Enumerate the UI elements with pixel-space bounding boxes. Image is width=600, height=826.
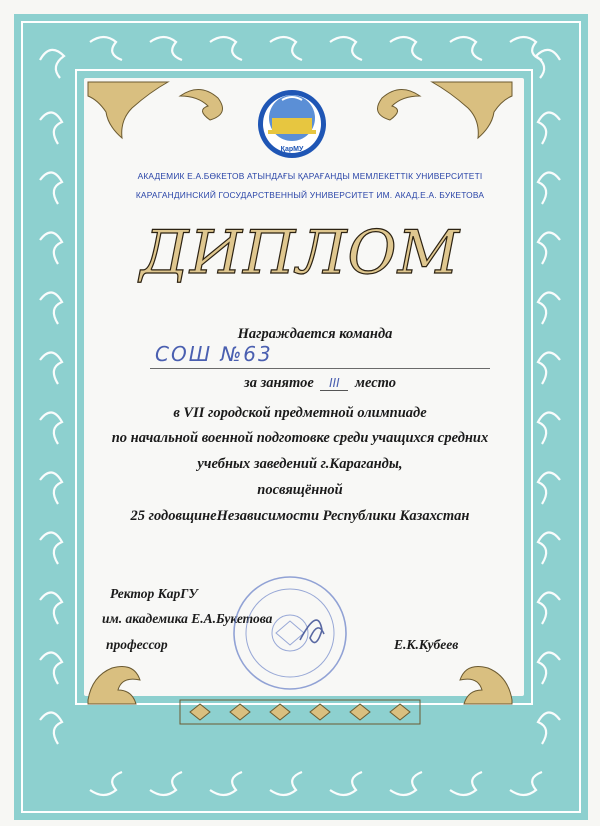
university-name-kazakh: АКАДЕМИК Е.А.БӨКЕТОВ АТЫНДАҒЫ ҚАРАҒАНДЫ МЕМЛЕКЕТТІК УНИВЕРСИТЕТІ xyxy=(137,171,483,181)
place-prefix: за занятое xyxy=(244,375,314,391)
university-name-russian: КАРАГАНДИНСКИЙ ГОСУДАРСТВЕННЫЙ УНИВЕРСИТЕТ ИМ. АКАД.Е.А. БУКЕТОВА xyxy=(135,190,485,200)
olympiad-line-2: по начальной военной подготовке среди учащихся средних xyxy=(111,430,489,446)
award-line: Награждается команда xyxy=(237,326,393,342)
place-suffix: место xyxy=(355,375,396,391)
olympiad-line-5: 25 годовщинеНезависимости Республики Казахстан xyxy=(130,508,470,524)
olympiad-line-3: учебных заведений г.Караганды, xyxy=(197,456,403,472)
olympiad-line-1: в VII городской предметной олимпиаде xyxy=(173,405,427,421)
olympiad-line-4: посвящённой xyxy=(257,482,343,498)
signatory-name: Е.К.Кубеев xyxy=(394,637,459,652)
signatory-title-3: профессор xyxy=(106,637,168,652)
place-number-handwritten: III xyxy=(320,376,348,391)
signatory-title-1: Ректор КарГУ xyxy=(110,586,198,601)
diploma-title: ДИПЛОМ xyxy=(139,218,461,288)
team-name-handwritten: СОШ №63 xyxy=(155,342,273,366)
logo-text: ҚарМУ xyxy=(280,146,304,153)
signatory-title-2: им. академика Е.А.Букетова xyxy=(102,611,273,626)
